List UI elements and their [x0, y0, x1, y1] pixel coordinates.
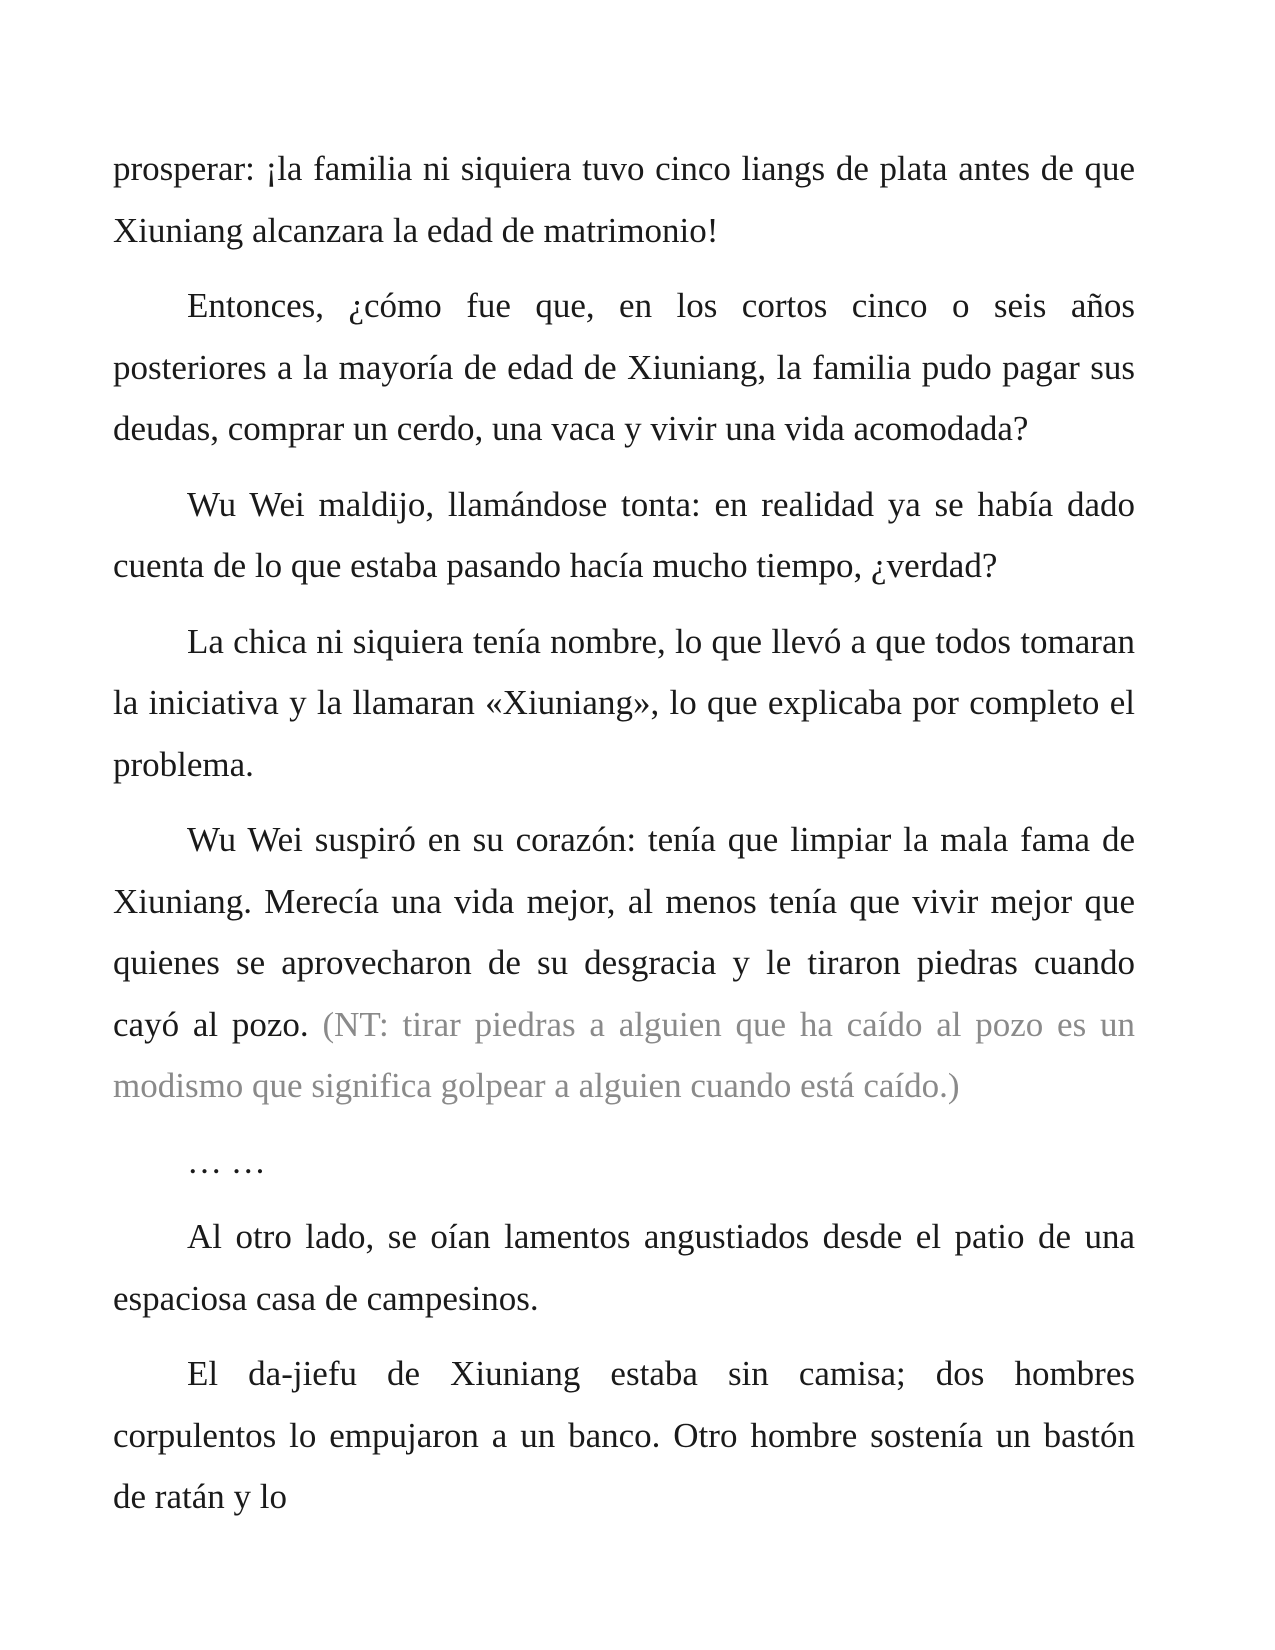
paragraph-3: Wu Wei maldijo, llamándose tonta: en realidad ya se había dado cuenta de lo que estaba pasando hacía mucho tiempo, ¿verdad? — [113, 484, 1135, 585]
body-text — [113, 138, 1135, 1542]
paragraph-4: La chica ni siquiera tenía nombre, lo que llevó a que todos tomaran la iniciativa y la llamaran «Xiuniang», lo que explicaba por completo el problema. — [113, 621, 1135, 784]
paragraph-6: Al otro lado, se oían lamentos angustiados desde el patio de una espaciosa casa de campesinos. — [113, 1217, 1135, 1318]
paragraph-2: Entonces, ¿cómo fue que, en los cortos cinco o seis años posteriores a la mayoría de edad de Xiuniang, la familia pudo pagar sus deudas, comprar un cerdo, una vaca y vivir una vida acomodada? — [113, 286, 1135, 448]
paragraph-5-text: Wu Wei suspiró en su corazón: tenía que limpiar la mala fama de Xiuniang. Merecía una vida mejor, al menos tenía que vivir mejor que quienes se aprovecharon de su desgracia y le tiraron piedras cuando cayó al pozo. — [113, 820, 1135, 1044]
translator-note: (NT: tirar piedras a alguien que ha caído al pozo es un modismo que significa golpear a alguien cuando está caído.) — [113, 1004, 1135, 1105]
paragraph-1: prosperar: ¡la familia ni siquiera tuvo cinco liangs de plata antes de que Xiuniang alcanzara la edad de matrimonio! — [113, 149, 1135, 250]
paragraph-7: El da-jiefu de Xiuniang estaba sin camisa; dos hombres corpulentos lo empujaron a un banco. Otro hombre sostenía un bastón de ratán y lo — [113, 1354, 1135, 1516]
paragraph-5 — [113, 809, 1135, 1117]
scene-break: … … — [187, 1141, 266, 1181]
